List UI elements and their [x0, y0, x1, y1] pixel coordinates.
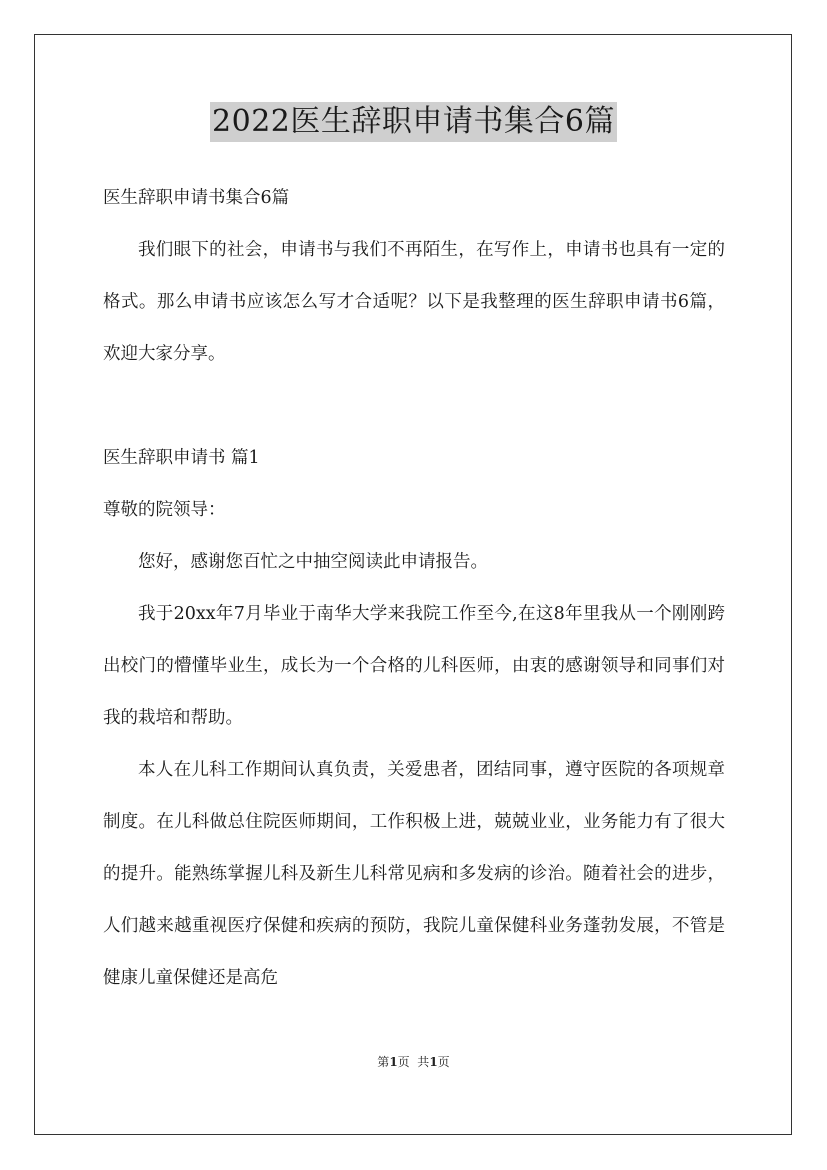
document-body: [103, 172, 725, 1004]
section-heading: 医生辞职申请书 篇1: [103, 448, 260, 468]
title-container: [0, 102, 827, 142]
section-gap: [103, 380, 725, 432]
body-paragraph-3: 本人在儿科工作期间认真负责，关爱患者，团结同事，遵守医院的各项规章制度。在儿科做总住院医师期间，工作积极上进，兢兢业业，业务能力有了很大的提升。能熟练掌握儿科及新生儿科常见病和多发病的诊治。随着社会的进步，人们越来越重视医疗保健和疾病的预防，我院儿童保健科业务蓬勃发展，不管是健康儿童保健还是高危: [103, 760, 725, 988]
page-footer: [0, 1052, 827, 1072]
body-paragraph-2: 我于20xx年7月毕业于南华大学来我院工作至今,在这8年里我从一个刚刚跨出校门的懵懂毕业生，成长为一个合格的儿科医师，由衷的感谢领导和同事们对我的栽培和帮助。: [103, 604, 725, 728]
footer-page-total: 1: [429, 1055, 438, 1069]
footer-page-current: 1: [389, 1055, 398, 1069]
document-subtitle: 医生辞职申请书集合6篇: [103, 188, 290, 208]
document-title: 2022医生辞职申请书集合6篇: [210, 102, 617, 142]
intro-paragraph: 我们眼下的社会，申请书与我们不再陌生，在写作上，申请书也具有一定的格式。那么申请书应该怎么写才合适呢？以下是我整理的医生辞职申请书6篇，欢迎大家分享。: [103, 240, 725, 364]
body-paragraph-1: 您好，感谢您百忙之中抽空阅读此申请报告。: [138, 552, 488, 572]
footer-suffix: 页: [437, 1055, 450, 1069]
salutation: 尊敬的院领导：: [103, 500, 226, 520]
footer-prefix: 第: [377, 1055, 390, 1069]
footer-mid: 页 共: [397, 1055, 430, 1069]
